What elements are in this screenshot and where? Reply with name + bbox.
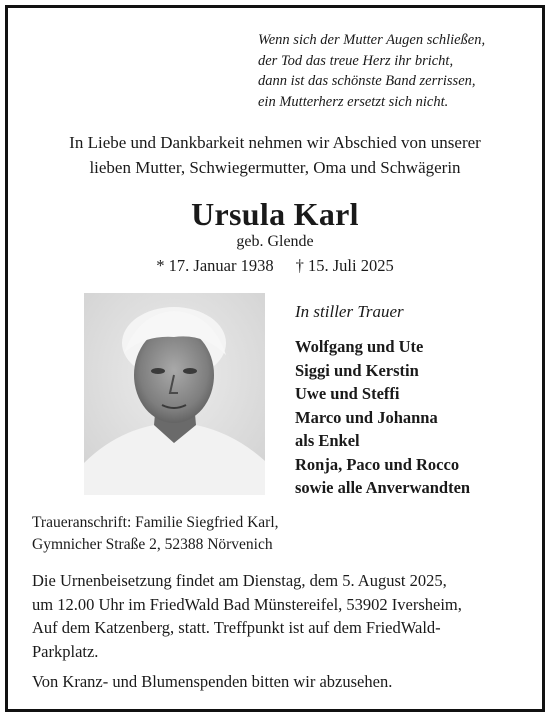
death-date: † 15. Juli 2025 — [295, 256, 394, 275]
memorial-poem — [258, 30, 538, 112]
mourner-list — [295, 335, 470, 500]
mourner-entry: sowie alle Anverwandten — [295, 478, 471, 497]
mourner-entry: Wolfgang und Ute — [295, 337, 424, 356]
mourner-entry: Siggi und Kerstin — [295, 360, 419, 380]
burial-line: Parkplatz. — [32, 641, 99, 661]
address-line: Traueranschrift: Familie Siegfried Karl, — [32, 514, 279, 531]
mourner-entry: Ronja, Paco und Rocco — [295, 454, 460, 474]
poem-line: ein Mutterherz ersetzt sich nicht. — [258, 93, 449, 110]
mourner-entry: als Enkel — [295, 431, 360, 450]
farewell-intro — [8, 130, 542, 180]
mourner-entry: Uwe und Steffi — [295, 384, 400, 403]
condolence-address — [32, 512, 279, 556]
portrait-photo — [84, 293, 265, 495]
burial-line: Auf dem Katzenberg, statt. Treffpunkt ist auf dem FriedWald- — [32, 618, 441, 637]
mourning-heading: In stiller Trauer — [295, 302, 404, 321]
burial-line: um 12.00 Uhr im FriedWald Bad Münstereifel, 53902 Iversheim, — [32, 594, 462, 614]
maiden-name: geb. Glende — [236, 233, 314, 250]
poem-line: Wenn sich der Mutter Augen schließen, — [258, 32, 486, 48]
life-dates — [8, 255, 542, 277]
mourner-entry: Marco und Johanna — [295, 407, 438, 427]
poem-line: dann ist das schönste Band zerrissen, — [258, 73, 476, 89]
intro-line: In Liebe und Dankbarkeit nehmen wir Abschied von unserer — [69, 133, 481, 152]
deceased-name: Ursula Karl — [191, 196, 359, 232]
birth-date: * 17. Januar 1938 — [156, 256, 274, 275]
burial-line: Die Urnenbeisetzung findet am Dienstag, dem 5. August 2025, — [32, 571, 447, 590]
flower-request: Von Kranz- und Blumenspenden bitten wir abzusehen. — [32, 672, 393, 691]
intro-line: lieben Mutter, Schwiegermutter, Oma und Schwägerin — [89, 158, 461, 177]
burial-info — [32, 569, 462, 694]
poem-line: der Tod das treue Herz ihr bricht, — [258, 52, 454, 69]
address-line: Gymnicher Straße 2, 52388 Nörvenich — [32, 536, 273, 553]
